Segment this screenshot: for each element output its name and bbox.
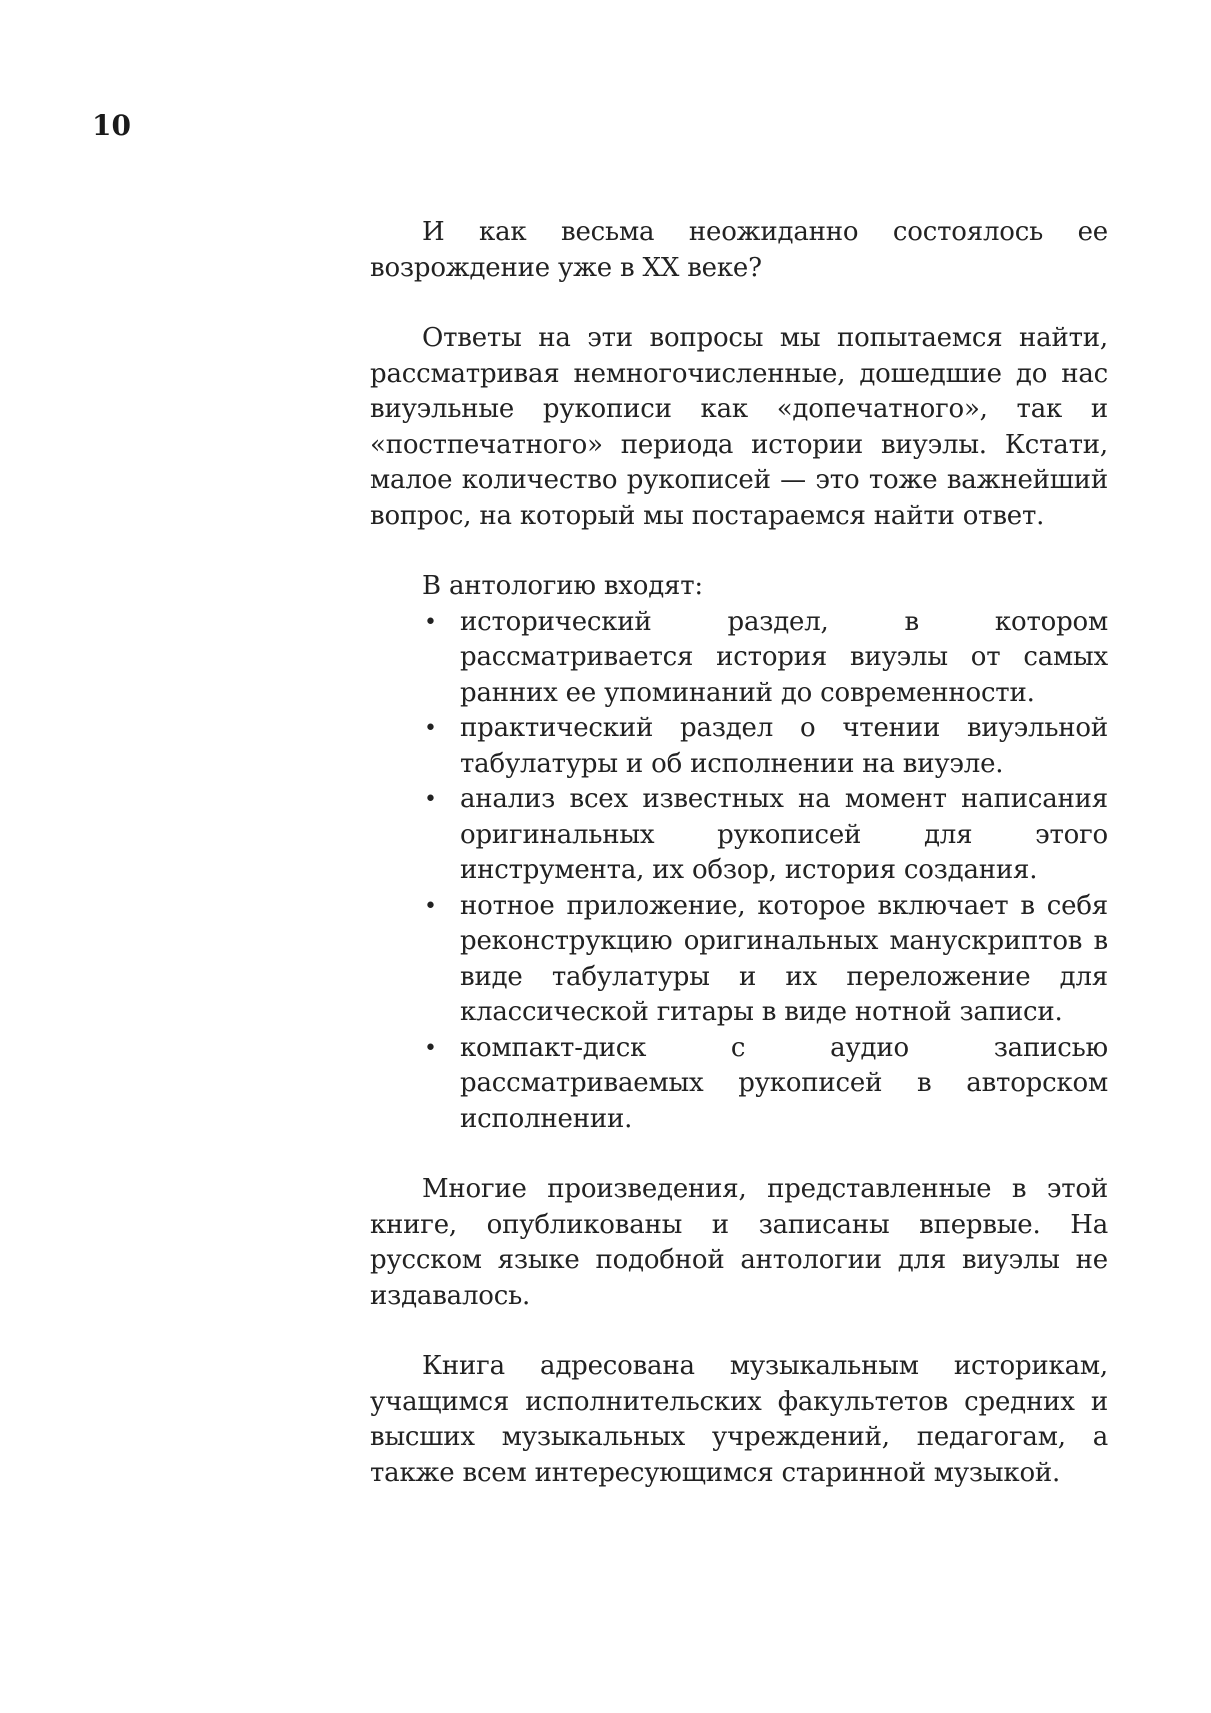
bullet-icon: • [424,787,437,812]
list-item-text: компакт-диск с аудио записью рассматриваемых рукописей в авторском исполнении. [460,1032,1108,1134]
list-item-text: анализ всех известных на момент написания оригинальных рукописей для этого инструмента, их обзор, история создания. [460,784,1108,885]
bullet-icon: • [424,893,437,919]
list-item-text: нотное приложение, которое включает в себя реконструкцию оригинальных манускриптов в виде табулатуры и их переложение для классической гитары в виде нотной записи. [460,890,1108,1027]
list-item [370,782,1108,889]
page-number: 10 [92,109,131,142]
list-item [370,889,1108,1031]
anthology-contents-list [370,605,1108,1138]
list-intro: В антологию входят: [422,571,703,601]
paragraph-first-publication: Многие произведения, представленные в этой книге, опубликованы и записаны впервые. На русском языке подобной антологии для виуэлы не издавалось. [370,1174,1108,1311]
bullet-icon: • [424,1035,437,1061]
paragraph-intro-question: И как весьма неожиданно состоялось ее возрождение уже в XX веке? [370,217,1108,283]
paragraph-answers: Ответы на эти вопросы мы попытаемся найти, рассматривая немногочисленные, дошедшие до нас виуэльные рукописи как «допечатного», так и «постпечатного» периода истории виуэлы. Кстати, малое количество рукописей — это тоже важнейший вопрос, на который мы постараемся найти ответ. [370,323,1108,531]
list-item-text: исторический раздел, в котором рассматривается история виуэлы от самых ранних ее упоминаний до современности. [460,606,1108,708]
list-item [370,711,1108,782]
bullet-icon: • [424,609,437,635]
list-item-text: практический раздел о чтении виуэльной табулатуры и об исполнении на виуэле. [460,713,1108,779]
list-item [370,605,1108,712]
list-item [370,1031,1108,1138]
body-text-column [370,215,1108,1491]
bullet-icon: • [424,716,437,741]
paragraph-audience: Книга адресована музыкальным историкам, учащимся исполнительских факультетов средних и высших музыкальных учреждений, педагогам, а также всем интересующимся старинной музыкой. [370,1351,1108,1488]
